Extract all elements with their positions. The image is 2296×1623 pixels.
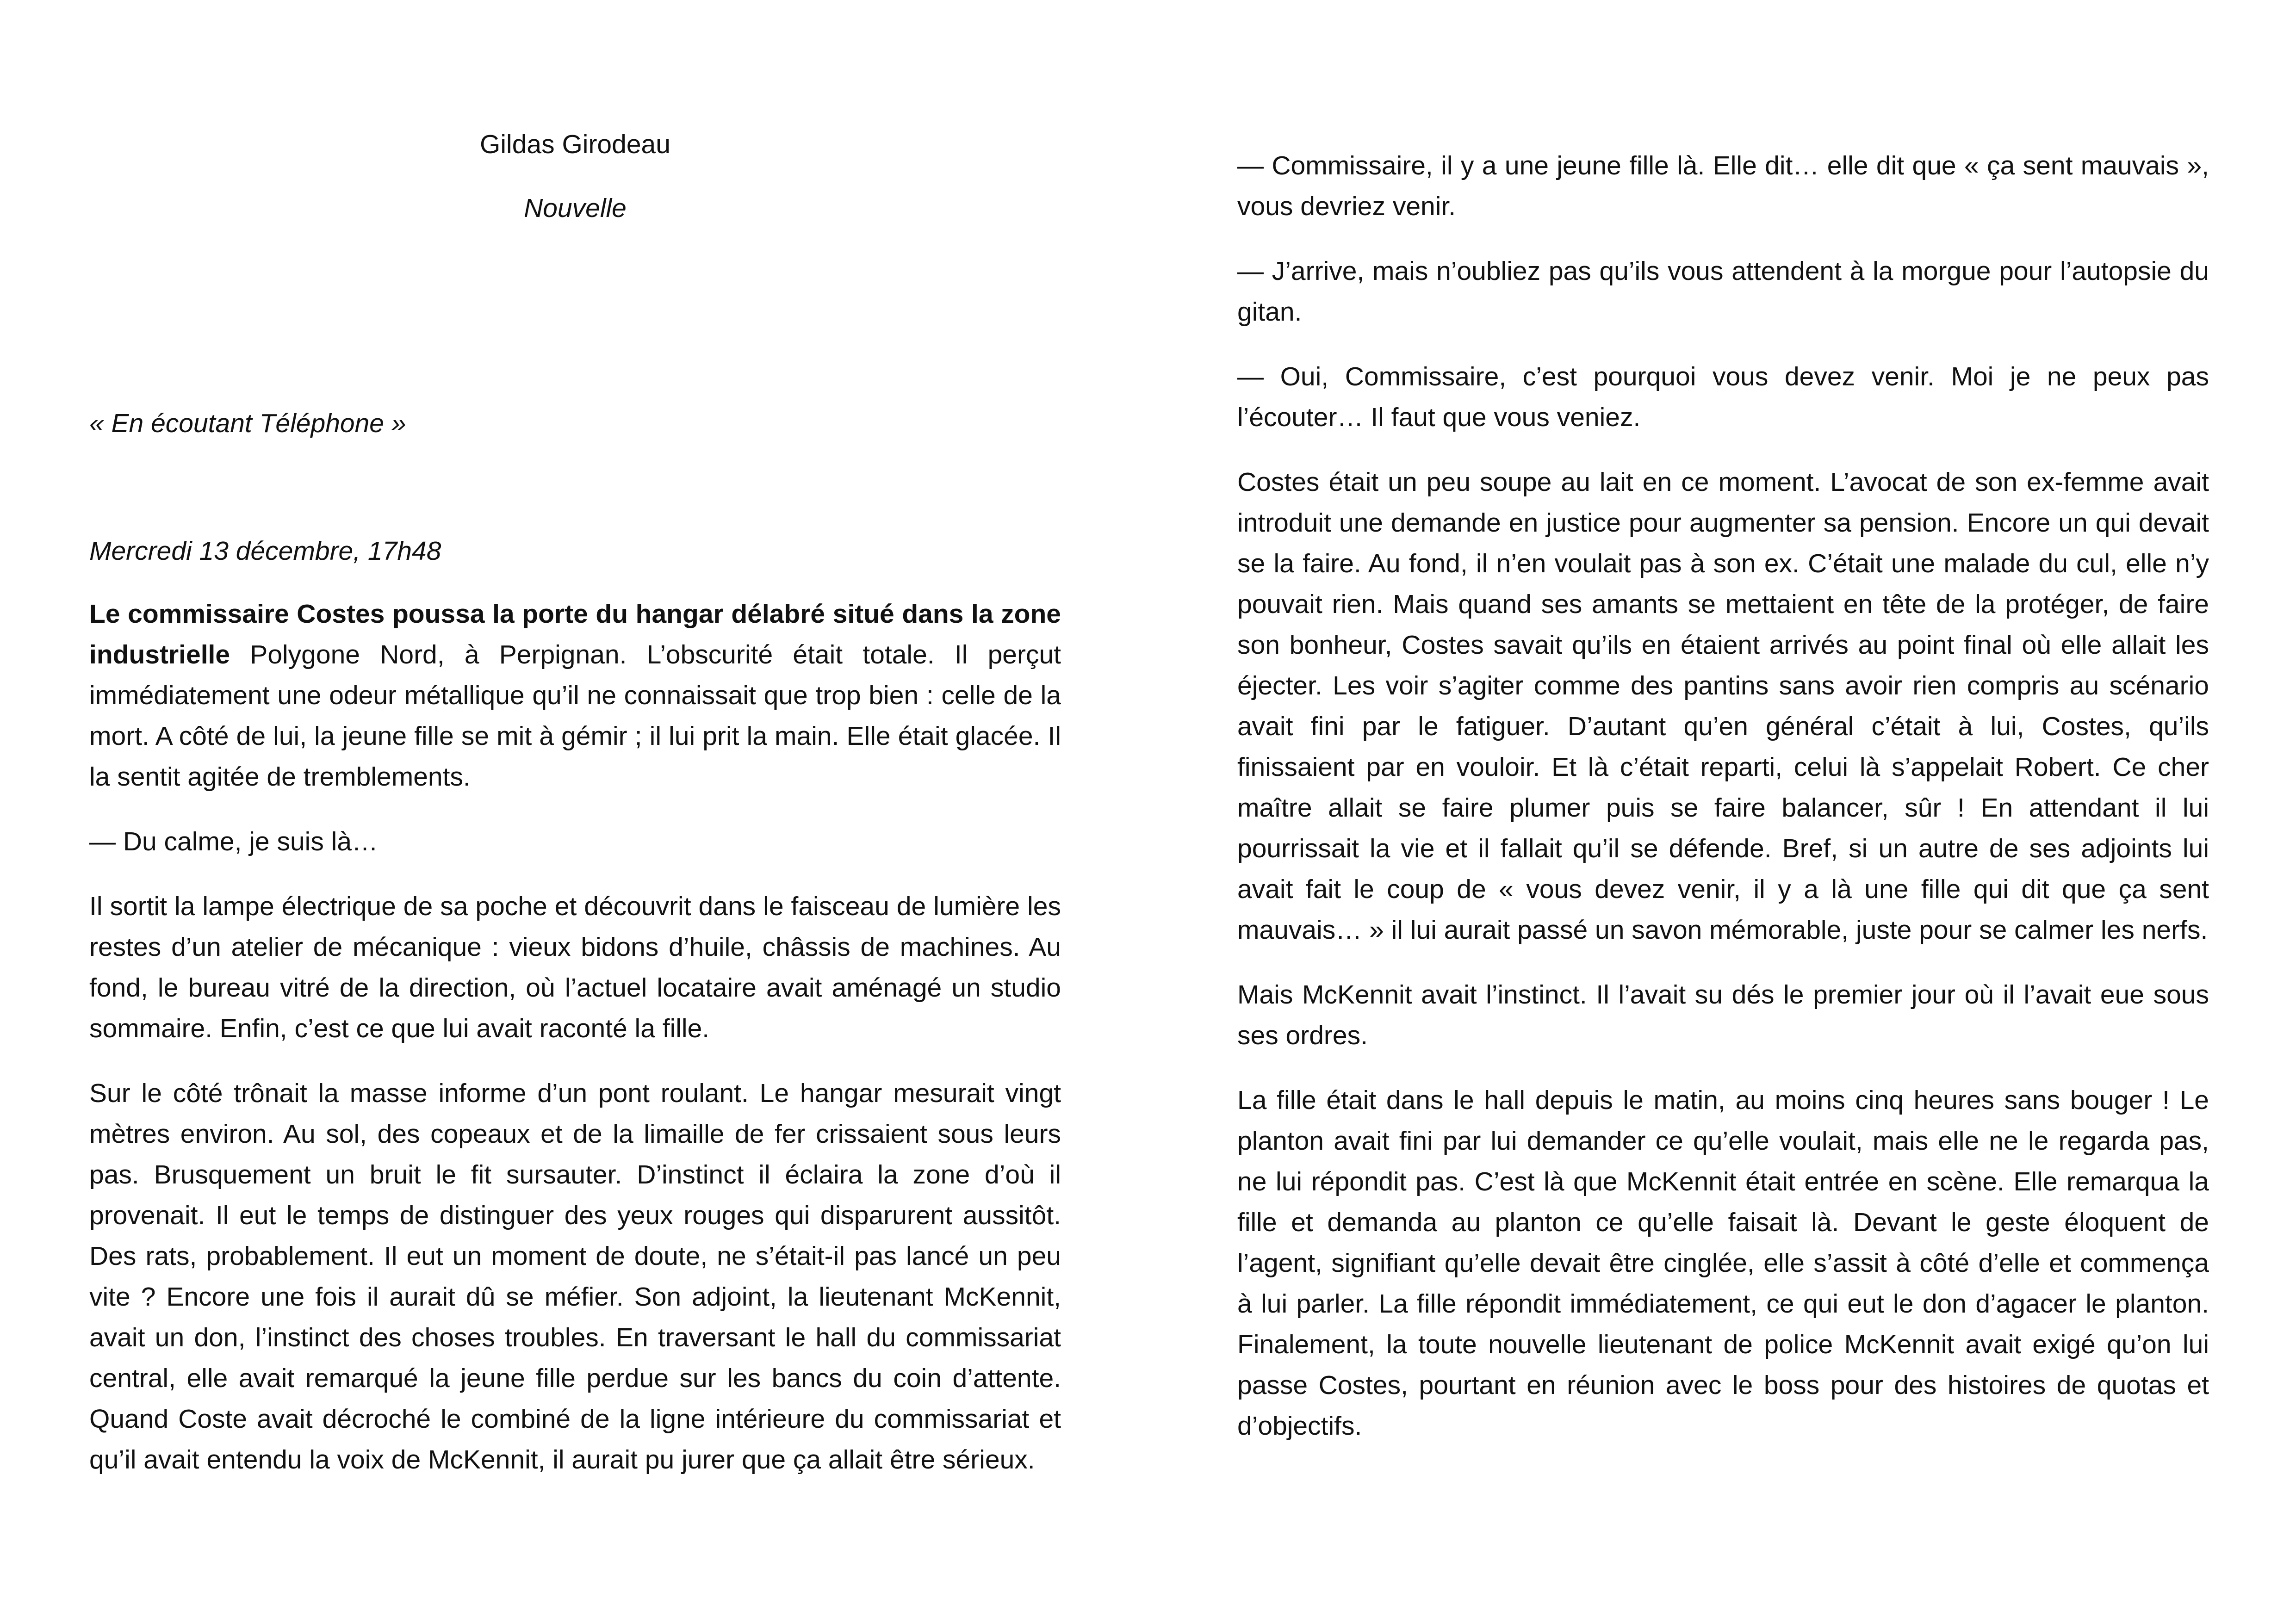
opening-bold-lead: Le commissaire Costes poussa la porte du hangar délabré situé dans la zone industrielle <box>89 599 1061 669</box>
opening-paragraph <box>89 594 1061 797</box>
paragraph: — Commissaire, il y a une jeune fille là. Elle dit… elle dit que « ça sent mauvais », vous devriez venir. <box>1237 151 2209 221</box>
paragraph: Mais McKennit avait l’instinct. Il l’avait su dés le premier jour où il l’avait eue sous ses ordres. <box>1237 980 2209 1050</box>
genre-label: Nouvelle <box>524 193 627 223</box>
paragraph: — Oui, Commissaire, c’est pourquoi vous devez venir. Moi je ne peux pas l’écouter… Il faut que vous veniez. <box>1237 362 2209 432</box>
paragraph: Il sortit la lampe électrique de sa poche et découvrit dans le faisceau de lumière les restes d’un atelier de mécanique : vieux bidons d’huile, châssis de machines. Au fond, le bureau vitré de la direction, où l’actuel locataire avait aménagé un studio sommaire. Enfin, c’est ce que lui avait raconté la fille. <box>89 892 1061 1043</box>
paragraph: — J’arrive, mais n’oubliez pas qu’ils vous attendent à la morgue pour l’autopsie du gitan. <box>1237 256 2209 327</box>
author-name: Gildas Girodeau <box>480 130 670 159</box>
left-body-text <box>89 594 1061 1504</box>
dateline: Mercredi 13 décembre, 17h48 <box>89 536 441 566</box>
epigraph: « En écoutant Téléphone » <box>89 409 406 438</box>
paragraph: — Du calme, je suis là… <box>89 827 379 856</box>
paragraph: Sur le côté trônait la masse informe d’un pont roulant. Le hangar mesurait vingt mètres environ. Au sol, des copeaux et de la limaille de fer crissaient sous leurs pas. Brusquement un bruit le fit sursauter. D’instinct il éclaira la zone d’où il provenait. Il eut le temps de distinguer des yeux rouges qui disparurent aussitôt. Des rats, probablement. Il eut un moment de doute, ne s’était-il pas lancé un peu vite ? Encore une fois il aurait dû se méfier. Son adjoint, la lieutenant McKennit, avait un don, l’instinct des choses troubles. En traversant le hall du commissariat central, elle avait remarqué la jeune fille perdue sur les bancs du coin d’attente. Quand Coste avait décroché le combiné de la ligne intérieure du commissariat et qu’il avait entendu la voix de McKennit, il aurait pu jurer que ça allait être sérieux. <box>89 1078 1061 1474</box>
paragraph: La fille était dans le hall depuis le matin, au moins cinq heures sans bouger ! Le planton avait fini par lui demander ce qu’elle voulait, mais elle ne le regarda pas, ne lui répondit pas. C’est là que McKennit était entrée en scène. Elle remarqua la fille et demanda au planton ce qu’elle faisait là. Devant le geste éloquent de l’agent, signifiant qu’elle devait être cinglée, elle s’assit à côté d’elle et commença à lui parler. La fille répondit immédiatement, ce qui eut le don d’agacer le planton. Finalement, la toute nouvelle lieutenant de police McKennit avait exigé qu’on lui passe Costes, pourtant en réunion avec le boss pour des histoires de quotas et d’objectifs. <box>1237 1085 2209 1441</box>
opening-rest: Polygone Nord, à Perpignan. L’obscurité était totale. Il perçut immédiatement une odeur métallique qu’il ne connaissait que trop bien : celle de la mort. A côté de lui, la jeune fille se mit à gémir ; il lui prit la main. Elle était glacée. Il la sentit agitée de tremblements. <box>89 640 1061 792</box>
right-body-text <box>1237 145 2209 1470</box>
right-page <box>1148 0 2296 1623</box>
paragraph: Costes était un peu soupe au lait en ce moment. L’avocat de son ex-femme avait introduit une demande en justice pour augmenter sa pension. Encore un qui devait se la faire. Au fond, il n’en voulait pas à son ex. C’était une malade du cul, elle n’y pouvait rien. Mais quand ses amants se mettaient en tête de la protéger, de faire son bonheur, Costes savait qu’ils en étaient arrivés au point final où elle allait les éjecter. Les voir s’agiter comme des pantins sans avoir rien compris au scénario avait fini par le fatiguer. D’autant qu’en général c’était à lui, Costes, qu’ils finissaient par en vouloir. Et là c’était reparti, celui là s’appelait Robert. Ce cher maître allait se faire plumer puis se faire balancer, sûr ! En attendant il lui pourrissait la vie et il fallait qu’il se défende. Bref, si un autre de ses adjoints lui avait fait le coup de « vous devez venir, il y a là une fille qui dit que ça sent mauvais… » il lui aurait passé un savon mémorable, juste pour se calmer les nerfs. <box>1237 467 2209 945</box>
